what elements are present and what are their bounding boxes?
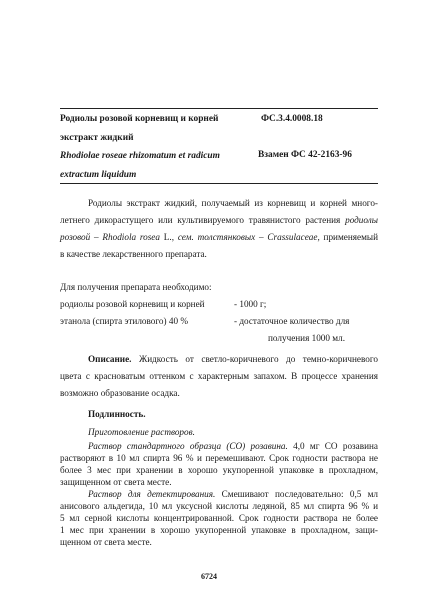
- standard-line-1: Раствор стандартного образца (СО) розавина. 4,0 мг СО розавина: [88, 441, 378, 451]
- header-bottom-rule: [60, 183, 378, 184]
- detect-line-5: щенном от света месте.: [60, 537, 152, 547]
- standard-line-2: растворяют в 10 мл спирта 96 % и перемешивают. Срок годности раствора не: [60, 453, 378, 463]
- page-number: 6724: [201, 572, 217, 581]
- standard-line-4: защищенном от света месте.: [60, 477, 172, 487]
- intro-line-2: летнего дикорастущего или культивируемого травянистого растения родиолы: [60, 215, 378, 225]
- composition-item2-value-line1: - достаточное количество для: [234, 316, 350, 326]
- monograph-latin-line2: extractum liquidum: [60, 170, 137, 180]
- monograph-code: ФС.3.4.0008.18: [261, 114, 323, 124]
- monograph-replaces: Взамен ФС 42-2163-96: [258, 150, 352, 160]
- composition-item1-name: родиолы розовой корневищ и корней: [60, 299, 205, 309]
- monograph-latin-line1: Rhodiolae roseae rhizomatum et radicum: [60, 151, 220, 161]
- monograph-title-line2: экстракт жидкий: [60, 133, 134, 143]
- header-top-rule: [60, 108, 378, 109]
- authenticity-heading: Подлинность.: [88, 409, 146, 419]
- composition-heading: Для получения препарата необходимо:: [60, 282, 212, 292]
- detect-line-2: анисового альдегида, 10 мл уксусной кислоты ледяной, 85 мл спирта 96 % и: [60, 501, 378, 511]
- detect-line-1: Раствор для детектирования. Смешивают последовательно: 0,5 мл: [88, 489, 379, 499]
- solutions-subheading: Приготовление растворов.: [88, 427, 195, 437]
- composition-item2-name: этанола (спирта этилового) 40 %: [60, 316, 188, 326]
- detect-line-3: 5 мл серной кислоты концентрированной. Срок годности раствора не более: [60, 513, 378, 523]
- description-line-3: возможно образование осадка.: [60, 388, 180, 398]
- intro-line-4: в качестве лекарственного препарата.: [60, 249, 207, 259]
- intro-line-1: Родиолы экстракт жидкий, получаемый из корневищ и корней много-: [88, 198, 378, 208]
- intro-line-3: розовой – Rhodiola rosea L., сем. толстянковых – Crassulaceae, применяемый: [60, 232, 378, 242]
- monograph-title-line1: Родиолы розовой корневищ и корней: [60, 114, 219, 124]
- composition-item2-value-line2: получения 1000 мл.: [268, 333, 345, 343]
- monograph-title: [60, 112, 220, 182]
- description-line-1: Описание. Жидкость от светло-коричневого до темно-коричневого: [88, 354, 378, 364]
- composition-item1-value: - 1000 г;: [234, 299, 267, 309]
- detect-line-4: 1 мес при хранении в хорошо укупоренной упаковке в прохладном, защи-: [60, 525, 378, 535]
- description-line-2: цвета с красноватым оттенком с характерным запахом. В процессе хранения: [60, 371, 378, 381]
- standard-line-3: более 3 мес при хранении в хорошо укупоренной упаковке в прохладном,: [60, 465, 378, 475]
